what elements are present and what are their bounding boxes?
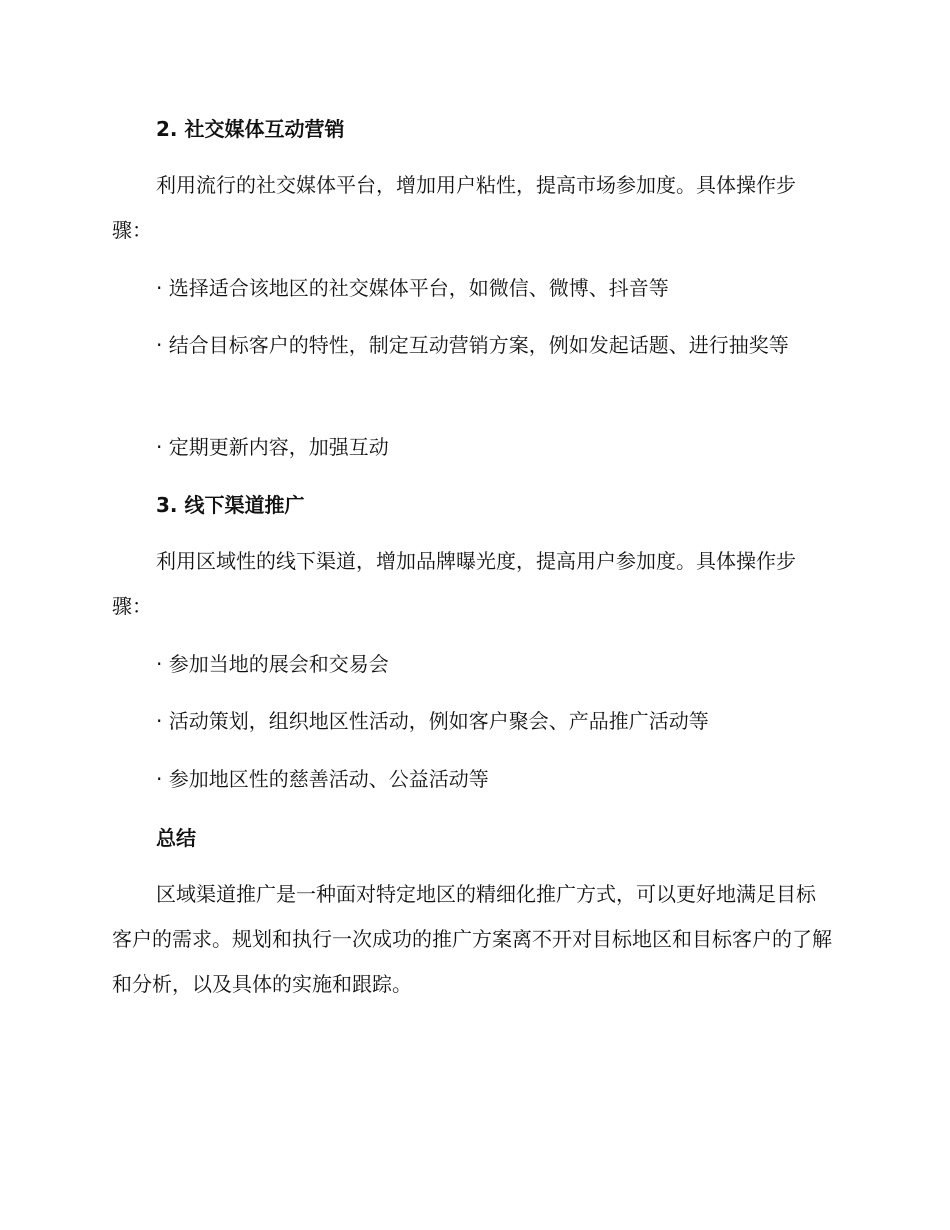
list-item: · 参加当地的展会和交易会 — [156, 652, 389, 676]
section-intro-social-media: 利用流行的社交媒体平台，增加用户粘性，提高市场参加度。具体操作步骤： — [112, 173, 796, 242]
section-heading-social-media: 2. 社交媒体互动营销 — [156, 117, 345, 141]
list-item: · 选择适合该地区的社交媒体平台，如微信、微博、抖音等 — [156, 276, 669, 300]
list-item: · 活动策划，组织地区性活动，例如客户聚会、产品推广活动等 — [156, 709, 709, 733]
list-item: · 结合目标客户的特性，制定互动营销方案，例如发起话题、进行抽奖等 — [156, 333, 789, 357]
section-heading-offline-channel: 3. 线下渠道推广 — [156, 493, 305, 517]
list-item: · 定期更新内容，加强互动 — [156, 435, 389, 459]
summary-body: 区域渠道推广是一种面对特定地区的精细化推广方式，可以更好地满足目标客户的需求。规划和执行一次成功的推广方案离不开对目标地区和目标客户的了解和分析，以及具体的实施和跟踪。 — [112, 882, 832, 996]
summary-heading: 总结 — [156, 826, 196, 850]
section-intro-offline-channel: 利用区域性的线下渠道，增加品牌曝光度，提高用户参加度。具体操作步骤： — [112, 549, 796, 618]
list-item: · 参加地区性的慈善活动、公益活动等 — [156, 767, 489, 791]
